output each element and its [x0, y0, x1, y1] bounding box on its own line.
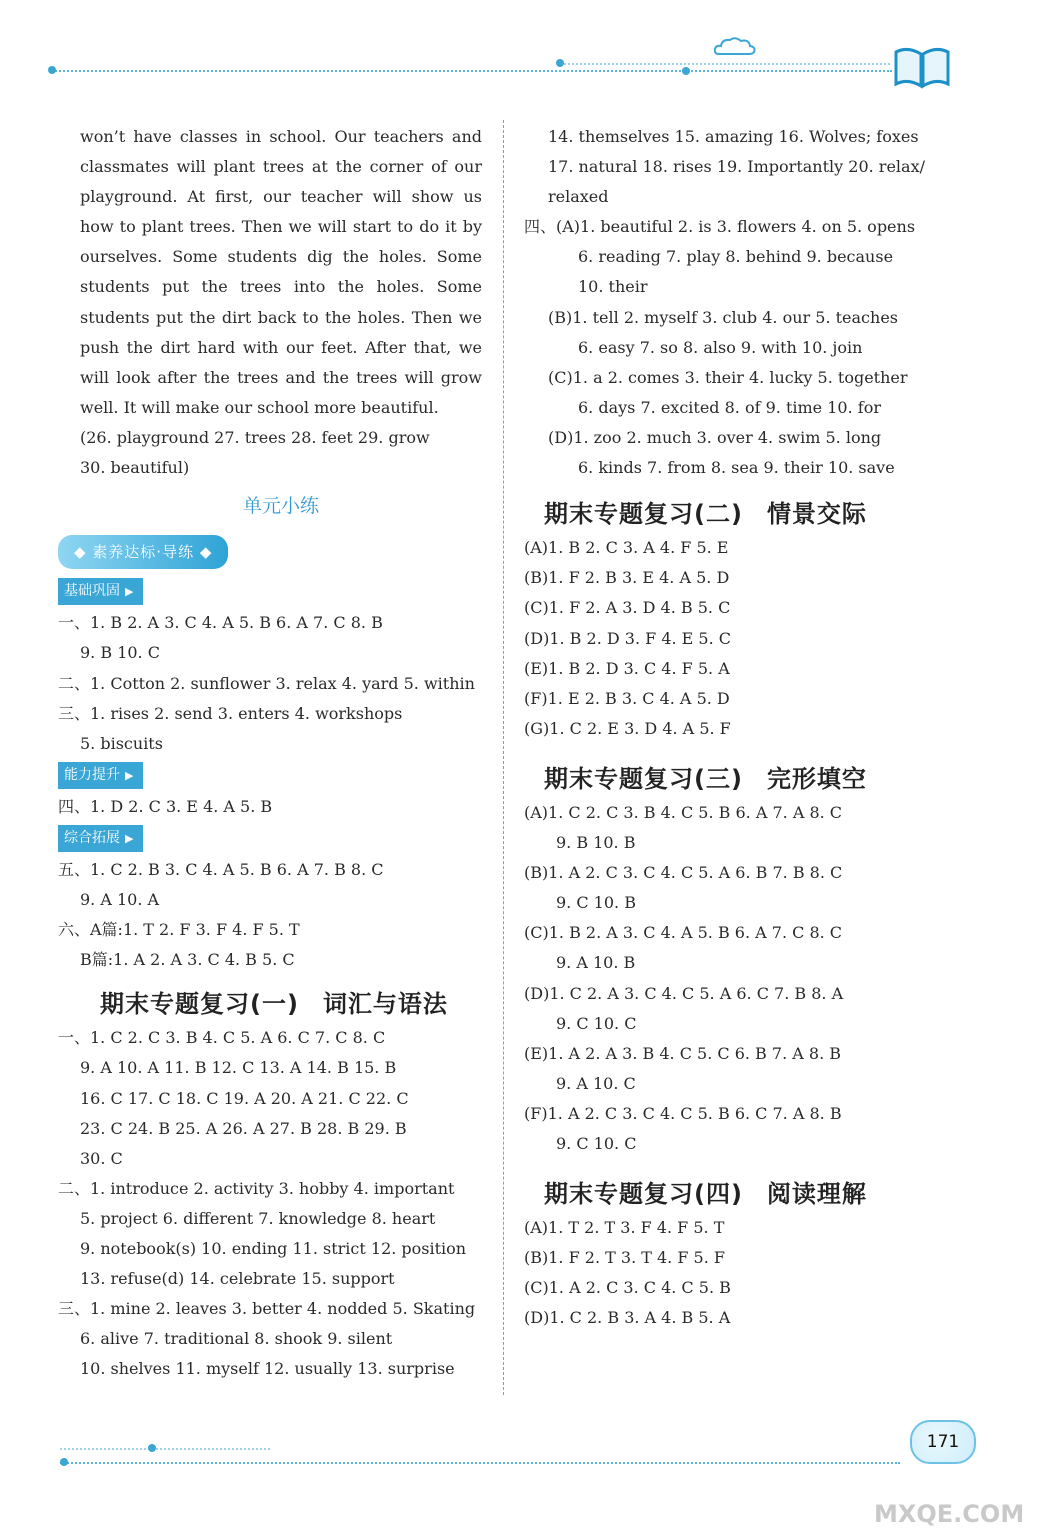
- section-subtitle: 阅读理解: [766, 1180, 867, 1209]
- answer-line: 5. biscuits: [80, 733, 163, 753]
- answer-line: 四、(A)1. beautiful 2. is 3. flowers 4. on 5. opens: [524, 217, 916, 237]
- footer-dot: [148, 1444, 156, 1452]
- answer-line: 9. A 10. A 11. B 12. C 13. A 14. B 15. B: [80, 1058, 397, 1078]
- footer-rule-upper: [60, 1448, 270, 1450]
- answer-line: (B)1. F 2. B 3. E 4. A 5. D: [524, 568, 730, 588]
- answer-line: B篇:1. A 2. A 3. C 4. B 5. C: [80, 950, 295, 970]
- answer-block: [524, 798, 954, 1159]
- answer-line: 9. B 10. B: [556, 833, 636, 853]
- answer-line: (A)1. C 2. C 3. B 4. C 5. B 6. A 7. A 8. C: [524, 802, 843, 822]
- answer-line: relaxed: [548, 187, 609, 207]
- answer-line: 9. notebook(s) 10. ending 11. strict 12. position: [80, 1239, 467, 1258]
- answer-line: 6. kinds 7. from 8. sea 9. their 10. save: [578, 458, 895, 478]
- book-icon: [893, 44, 951, 90]
- answer-line: 一、1. B 2. A 3. C 4. A 5. B 6. A 7. C 8. B: [58, 613, 383, 633]
- answer-line: 6. alive 7. traditional 8. shook 9. silent: [80, 1329, 393, 1349]
- header-rule-upper: [560, 63, 890, 65]
- answer-line: 三、1. rises 2. send 3. enters 4. workshops: [58, 703, 403, 723]
- answer-line: (D)1. B 2. D 3. F 4. E 5. C: [524, 628, 732, 648]
- answer-block: [524, 533, 954, 744]
- header-dot: [556, 59, 564, 67]
- answer-line: (B)1. tell 2. myself 3. club 4. our 5. teaches: [548, 307, 898, 327]
- answer-line: 五、1. C 2. B 3. C 4. A 5. B 6. A 7. B 8. C: [58, 859, 384, 879]
- answer-line: 16. C 17. C 18. C 19. A 20. A 21. C 22. C: [80, 1088, 409, 1108]
- unit-practice-title: 单元小练: [242, 495, 319, 518]
- cloze-passage: won’t have classes in school. Our teachers and classmates will plant trees at the corner of our playground. At first, our teacher will show us how to plant trees. Then we will start to do it by ourselves. Some students dig the holes. Some students put the trees into the holes. Some students put the dirt back to the holes. Then we push the dirt hard with our feet. After that, we will look after the trees and the trees will grow well. It will make our school more beautiful.: [80, 127, 482, 417]
- answer-line: (F)1. E 2. B 3. C 4. A 5. D: [524, 688, 730, 708]
- section-title: 期末专题复习(一): [100, 990, 299, 1019]
- answer-line: 三、1. mine 2. leaves 3. better 4. nodded 5. Skating: [58, 1299, 476, 1319]
- answer-line: 10. shelves 11. myself 12. usually 13. surprise: [80, 1359, 455, 1379]
- right-column: [524, 122, 954, 1334]
- answer-line: (A)1. T 2. T 3. F 4. F 5. T: [524, 1218, 725, 1238]
- answer-line: 9. C 10. B: [556, 893, 636, 913]
- answer-line: 14. themselves 15. amazing 16. Wolves; foxes: [548, 127, 919, 146]
- section-heading: [100, 989, 482, 1019]
- answer-line: 6. easy 7. so 8. also 9. with 10. join: [578, 337, 863, 357]
- answer-line: 9. A 10. C: [556, 1073, 636, 1093]
- answer-line: (D)1. C 2. B 3. A 4. B 5. A: [524, 1308, 731, 1328]
- tag-basic: 基础巩固 ▶: [58, 578, 143, 605]
- answer-block: [58, 1023, 482, 1384]
- section-title: 期末专题复习(二): [544, 500, 743, 529]
- footer-rule: [60, 1462, 900, 1464]
- answer-line: 5. project 6. different 7. knowledge 8. heart: [80, 1208, 436, 1228]
- answer-block: [524, 1213, 954, 1333]
- section-heading: [544, 499, 954, 529]
- header-rule: [52, 70, 892, 72]
- answer-line: (E)1. B 2. D 3. C 4. F 5. A: [524, 658, 730, 678]
- footer-dot: [60, 1458, 68, 1466]
- answer-line: 10. their: [578, 277, 648, 297]
- answer-line: 6. reading 7. play 8. behind 9. because: [578, 247, 894, 267]
- passage-answers: 30. beautiful): [80, 458, 190, 478]
- answer-line: (F)1. A 2. C 3. C 4. C 5. B 6. C 7. A 8. B: [524, 1103, 842, 1123]
- section-subtitle: 完形填空: [766, 764, 867, 793]
- answer-line: (B)1. A 2. C 3. C 4. C 5. A 6. B 7. B 8. C: [524, 863, 843, 883]
- tag-ability: 能力提升 ▶: [58, 762, 143, 789]
- answer-line: 一、1. C 2. C 3. B 4. C 5. A 6. C 7. C 8. C: [58, 1028, 386, 1048]
- header-dot: [682, 67, 690, 75]
- answer-line: 四、1. D 2. C 3. E 4. A 5. B: [58, 796, 273, 816]
- answer-line: (G)1. C 2. E 3. D 4. A 5. F: [524, 718, 731, 738]
- section-banner: ◆ 素养达标·导练 ◆: [58, 535, 228, 569]
- watermark-text: MXQE.COM: [874, 1500, 1025, 1528]
- answer-line: 17. natural 18. rises 19. Importantly 20. relax/: [548, 157, 925, 177]
- answer-block: [524, 212, 954, 483]
- section-title: 期末专题复习(三): [544, 764, 743, 793]
- answer-line: 9. A 10. A: [80, 889, 160, 909]
- answer-line: 二、1. introduce 2. activity 3. hobby 4. important: [58, 1178, 455, 1198]
- answer-line: 二、1. Cotton 2. sunflower 3. relax 4. yard 5. within: [58, 673, 475, 693]
- header-dot: [48, 66, 56, 74]
- answer-line: (D)1. zoo 2. much 3. over 4. swim 5. long: [548, 427, 882, 447]
- answer-line: 9. C 10. C: [556, 1134, 637, 1153]
- answer-line: (C)1. a 2. comes 3. their 4. lucky 5. together: [548, 367, 908, 387]
- answer-line: 23. C 24. B 25. A 26. A 27. B 28. B 29. B: [80, 1118, 407, 1138]
- cloud-icon: [713, 36, 757, 58]
- watermark-logo: [870, 1460, 1040, 1530]
- answer-line: 六、A篇:1. T 2. F 3. F 4. F 5. T: [58, 920, 300, 940]
- answer-line: 30. C: [80, 1148, 123, 1168]
- answer-line: 9. C 10. C: [556, 1013, 637, 1033]
- tag-extension: 综合拓展 ▶: [58, 825, 143, 852]
- column-divider: [503, 120, 504, 1395]
- section-subtitle: 情景交际: [766, 500, 867, 529]
- left-column: [58, 122, 482, 1384]
- section-subtitle: 词汇与语法: [322, 990, 448, 1019]
- answer-line: 9. A 10. B: [556, 953, 636, 973]
- answer-block: [524, 122, 954, 212]
- answer-line: 6. days 7. excited 8. of 9. time 10. for: [578, 397, 881, 417]
- page-number: 171: [910, 1420, 976, 1464]
- answer-line: 13. refuse(d) 14. celebrate 15. support: [80, 1269, 395, 1289]
- section-title: 期末专题复习(四): [544, 1180, 743, 1209]
- answer-line: (E)1. A 2. A 3. B 4. C 5. C 6. B 7. A 8. B: [524, 1043, 841, 1063]
- answer-line: (C)1. B 2. A 3. C 4. A 5. B 6. A 7. C 8. C: [524, 923, 843, 943]
- section-heading: [544, 1179, 954, 1209]
- answer-line: (B)1. F 2. T 3. T 4. F 5. F: [524, 1248, 725, 1268]
- answer-line: 9. B 10. C: [80, 643, 160, 663]
- answer-line: (C)1. A 2. C 3. C 4. C 5. B: [524, 1278, 731, 1298]
- answer-line: (C)1. F 2. A 3. D 4. B 5. C: [524, 598, 731, 618]
- answer-line: (D)1. C 2. A 3. C 4. C 5. A 6. C 7. B 8. A: [524, 983, 844, 1003]
- section-heading: [544, 764, 954, 794]
- passage-answers: (26. playground 27. trees 28. feet 29. grow: [80, 427, 430, 447]
- answer-line: (A)1. B 2. C 3. A 4. F 5. E: [524, 538, 729, 558]
